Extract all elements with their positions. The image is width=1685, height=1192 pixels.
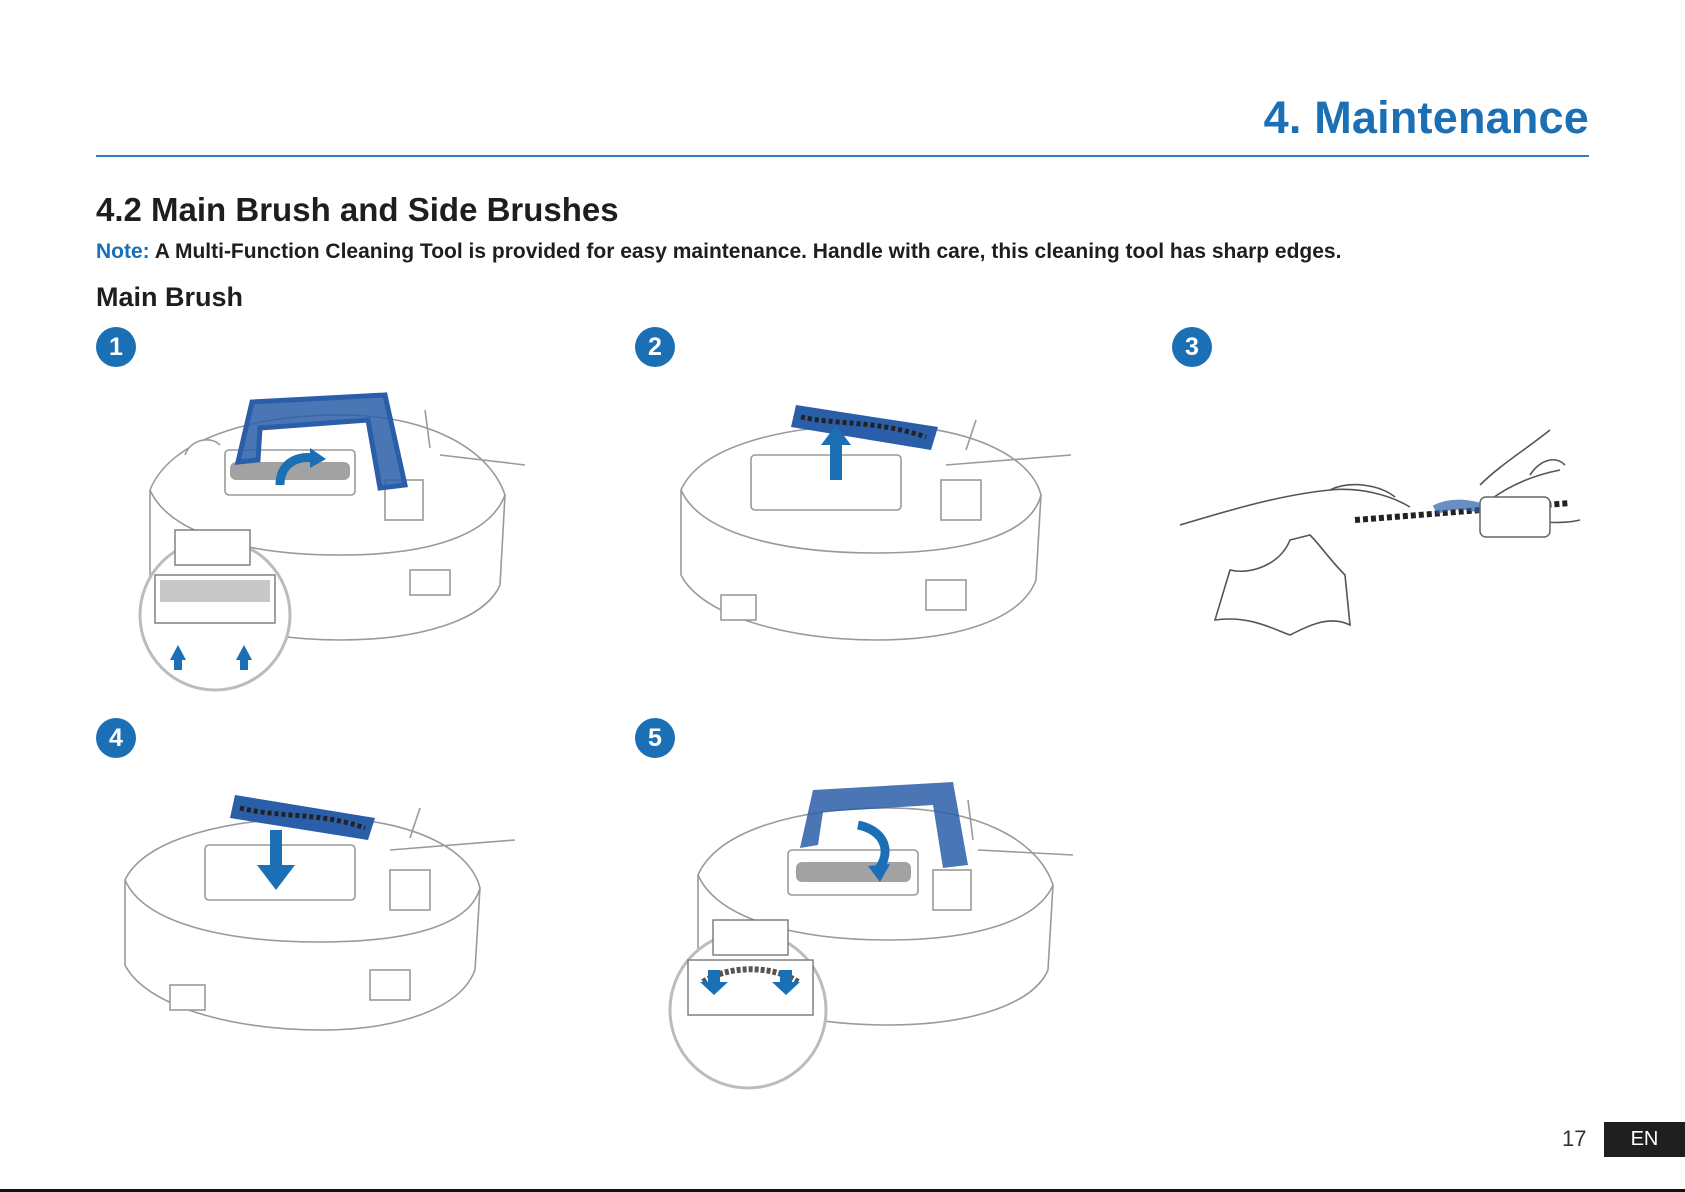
step-badge-1: 1 [96,327,136,367]
note-text: A Multi-Function Cleaning Tool is provided for easy maintenance. Handle with care, this cleaning tool has sharp edges. [154,240,1342,263]
header-rule [96,155,1589,157]
step-badge-2: 2 [635,327,675,367]
note [96,240,1341,264]
illustration-step-5 [668,770,1088,1090]
page-number: 17 [1562,1126,1587,1151]
note-label: Note: [96,240,150,263]
step-badge-4: 4 [96,718,136,758]
step-badge-5: 5 [635,718,675,758]
section-title: 4.2 Main Brush and Side Brushes [96,191,619,228]
language-tab: EN [1604,1122,1685,1157]
illustration-step-4 [120,790,520,1060]
illustration-step-2 [676,395,1076,670]
step-badge-3: 3 [1172,327,1212,367]
chapter-title: 4. Maintenance [1263,92,1589,143]
illustration-step-3 [1180,425,1590,655]
subsection-title: Main Brush [96,282,244,312]
illustration-step-1 [130,370,530,695]
